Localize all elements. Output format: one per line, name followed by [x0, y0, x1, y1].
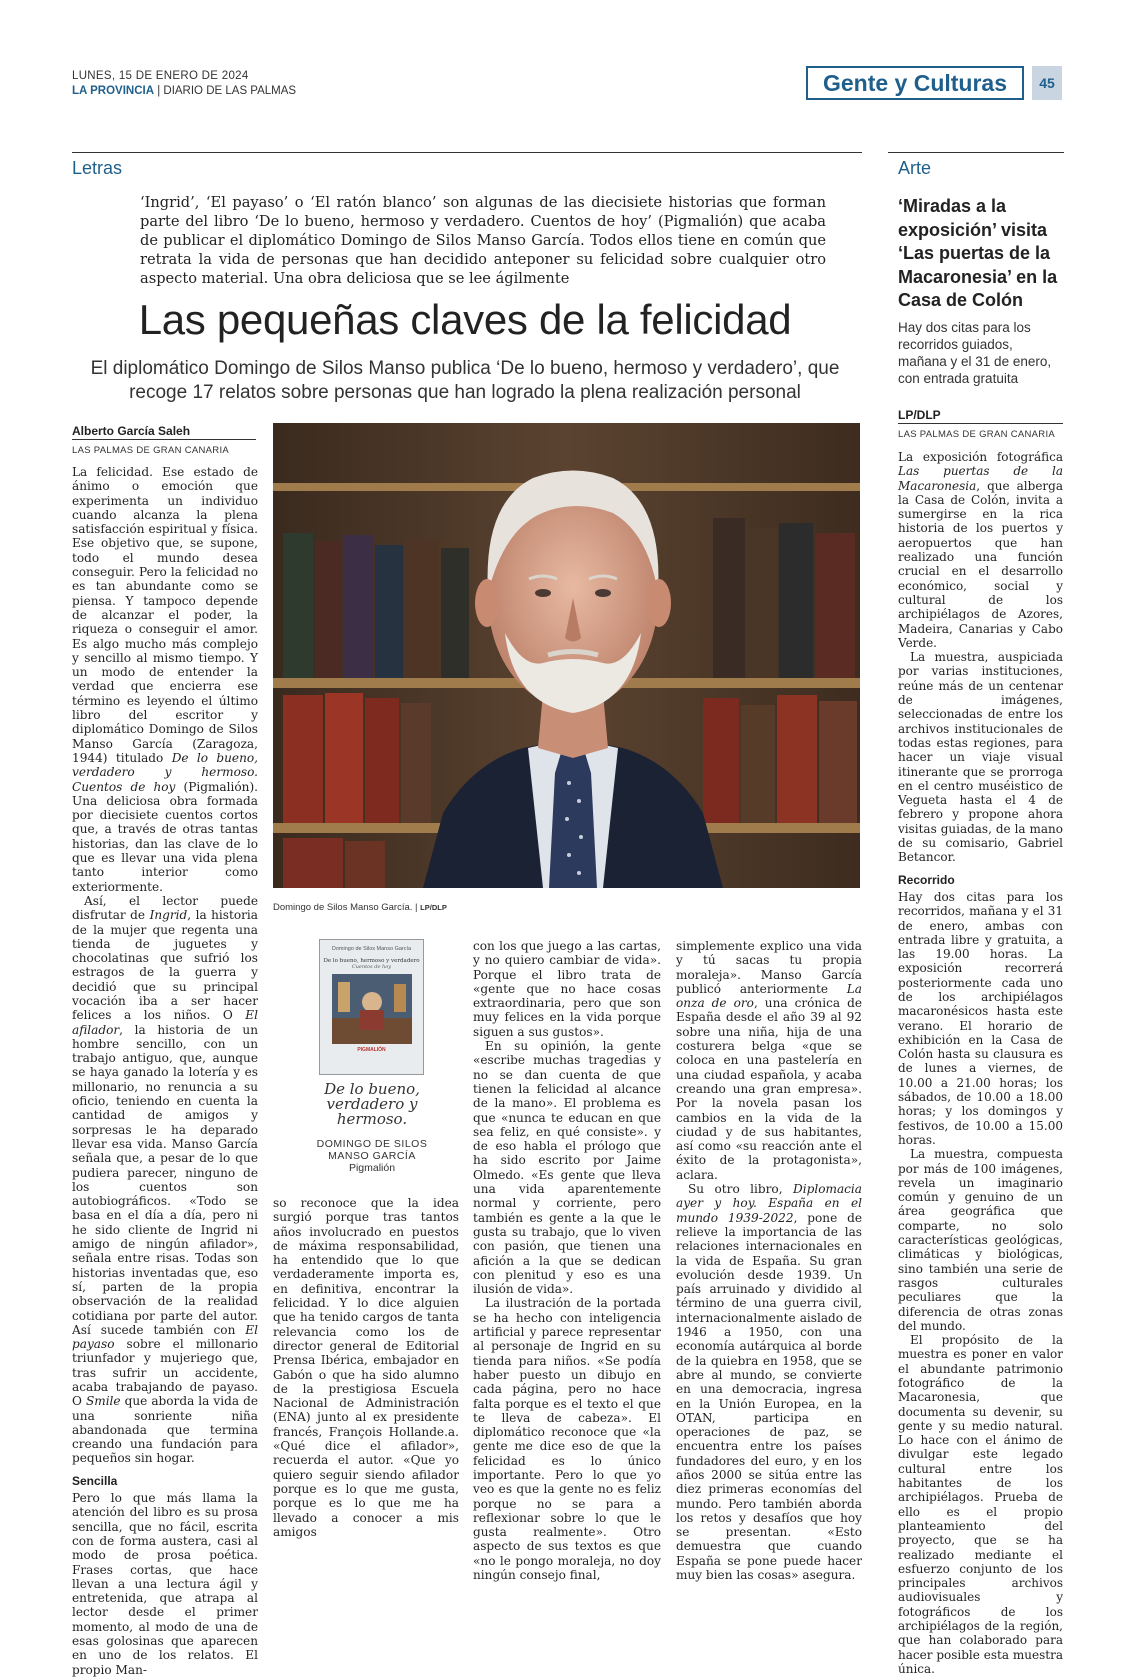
paragraph: [72, 465, 258, 894]
text-run: , la historia de la mujer que regenta una tienda de juguetes y chocolatinas que sufrió los estragos de la guerra y decidió que su principal vocación iba a ser hacer felices a los niños. O: [72, 908, 258, 1023]
subheading-sencilla: Sencilla: [72, 1473, 118, 1488]
photo-caption: Domingo de Silos Manso García. | LP/DLP: [273, 902, 447, 913]
article-column-1: [72, 465, 258, 1677]
text-run: La exposición fotográfica: [898, 450, 1063, 464]
text-run: sobre el millonario triunfador y mujeriego que, tras sufrir un accidente, acaba trabajando de payaso. O: [72, 1337, 258, 1409]
text-run: , la historia de un hombre sencillo, con un trabajo antiguo, que, aunque se haya ganado la lotería y es millonario, no renuncia a su oficio, teniendo en cuenta la cantidad de amigos y sorpresas le ha deparado llevar esa vida. Manso García señala que, a pesar de lo que pudiera parecer, ninguno de los cuentos son autobiográficos. «Todo se basa en el día a día, pero ni he sido cliente de Ingrid ni amigo de ningún afilador», señala entre risas. Todas son historias inventadas que, eso sí, parten de la propia observación de la realidad cotidiana por parte del autor. Así sucede también con: [72, 1022, 258, 1337]
article-location: LAS PALMAS DE GRAN CANARIA: [72, 445, 230, 456]
portrait-photo: [273, 423, 860, 888]
paragraph: [676, 939, 862, 1182]
sidebar-byline-rule: [898, 423, 1063, 424]
sidebar-headline: ‘Miradas a la exposición’ visita ‘Las puertas de la Macaronesia’ en la Casa de Colón: [898, 196, 1058, 310]
edition-date: LUNES, 15 DE ENERO DE 2024: [72, 70, 249, 82]
section-label-letras: Letras: [72, 158, 123, 178]
paragraph: En su opinión, la gente «escribe muchas tragedias y no se dan cuenta de que tienen la felicidad al alcance de la mano». El problema es que «nunca te educan en que sea feliz, en qué consiste». y de eso habla el prólogo que ha sido escrito por Jaime Olmedo. «Es gente que lleva una vida aparentemente normal y corriente, pero también es gente a la que le gusta su trabajo, que lo viven con pasión, que tienen una afición a la que se dedican con plenitud y eso es una ilusión de vida».: [473, 1039, 661, 1297]
story-title-italic: Ingrid: [149, 908, 188, 923]
paragraph: Pero lo que más llama la atención del libro es su prosa sencilla, que no fácil, escrita con de forma austera, casi al modo de prosa poética. Frases cortas, que hace llevan a una lectura ágil y entretenida, que atrapa al lector desde el primer momento, al modo de una de esas golosinas que aparecen en uno de los relatos. El propio Man-: [72, 1491, 258, 1677]
paragraph: Hay dos citas para los recorridos, mañana y el 31 de enero, ambas con entrada libre y gratuita, a las 19.00 horas. La exposición recorrerá posteriormente cada uno de los archipiélagos macaronésicos hasta este verano. El horario de exhibición en la Casa de Colón hasta su clausura es de lunes a viernes, de 10.00 a 21.00 horas; los sábados, de 10.00 a 18.00 horas; y los domingos y festivos, de 10.00 a 15.00 horas.: [898, 889, 1063, 1147]
book-title-italic: Diplomacia ayer y hoy. España en el mundo 1939-2022: [676, 1182, 862, 1225]
paragraph: [676, 1182, 862, 1582]
caption-text: Domingo de Silos Manso García.: [273, 902, 413, 913]
book-title-italic: La onza de oro: [676, 981, 862, 1011]
paragraph: con los que juego a las cartas, y no quiero cambiar de vida». Porque el libro trata de «gente que no hace cosas extraordinaria, pero que son muy felices en la vida porque siguen a sus gustos».: [473, 939, 661, 1039]
newspaper-name: LA PROVINCIA | DIARIO DE LAS PALMAS: [72, 85, 297, 97]
exhibition-title-italic: Las puertas de la Macaronesia: [898, 464, 1063, 493]
text-run: , una crónica de España desde el año 39 al 92 sobre una niña, hija de una costurera belga «que se coloca en una pastelería en una ciudad española, y acaba creando una gran empresa». Por la novela pasan los cambios en la vida de la ciudad y de sus habitantes, así como «su reacción ante el éxito de la protagonista», aclara.: [676, 996, 862, 1182]
text-run: Así, el lector puede disfrutar de: [72, 893, 258, 923]
sidebar-body: [898, 450, 1063, 1676]
cover-title: De lo bueno, hermoso y verdadero: [323, 958, 420, 964]
book-publisher: Pigmalión: [348, 1162, 396, 1174]
paragraph: La muestra, auspiciada por varias instituciones, reúne más de un centenar de imágenes, seleccionadas de entre los archivos institucionales de todas estas regiones, para hacer un viaje visual itinerante que se prorroga en el centro muséistico de Vegueta hasta el 4 de febrero y propone ahora visitas guiadas, de la mano de su comisario, Gabriel Betancor.: [898, 650, 1063, 865]
paragraph: La muestra, compuesta por más de 100 imágenes, revela un imaginario común y genuino de un área geográfica que comparte, no solo características geológicas, climáticas y biológicas, sino también una serie de rasgos culturales peculiares que la diferencia de otras zonas del mundo.: [898, 1147, 1063, 1333]
article-column-4: [676, 939, 862, 1582]
sidebar-deck: Hay dos citas para los recorridos guiados, mañana y el 31 de enero, con entrada gratuita: [898, 320, 1052, 386]
text-run: Su otro libro,: [688, 1182, 794, 1197]
text-run: que aborda la vida de una sonriente niña abandonada que termina creando una fundación para pequeños sin hogar.: [72, 1394, 258, 1466]
sidebar-author: LP/DLP: [898, 408, 941, 422]
paragraph: [72, 894, 258, 1466]
text-run: (Pigmalión). Una deliciosa obra formada por diecisiete cuentos cortos que, a través de otras tantas historias, dan las clave de lo que es llevar una vida plena tanto interior como exteriormente.: [72, 779, 259, 894]
cover-author: Domingo de Silos Manso García: [331, 946, 412, 952]
story-title-italic: Smile: [85, 1394, 121, 1409]
text-run: , que alberga la Casa de Colón, invita a sumergirse en la rica historia de los puertos y aeropuertos que han realizado una función crucial en el desarrollo económico, social y cultural de los archipiélagos de Azores, Madeira, Canarias y Cabo Verde.: [898, 478, 1063, 650]
newspaper-subtitle: DIARIO DE LAS PALMAS: [163, 85, 297, 97]
article-column-3: [473, 939, 661, 1582]
section-rule-main: [72, 152, 862, 153]
text-run: La felicidad. Ese estado de ánimo o emoción que experimenta un individuo cuando alcanza la plena satisfacción espiritual y física. Ese objetivo que, se supone, todo el mundo desea conseguir. Pero la felicidad no es tan abundante como se piensa. Y tampoco depende de alcanzar el poder, la riqueza o conseguir el amor. Es algo mucho más complejo y sencillo al mismo tiempo. Y un modo de entender la verdad que encierra ese término es leyendo el último libro del escritor y diplomático Domingo de Silos Manso García (Zaragoza, 1944) titulado: [72, 465, 258, 765]
byline-rule: [72, 439, 256, 440]
page-number: 45: [1032, 66, 1062, 100]
article-author: Alberto García Saleh: [72, 424, 191, 438]
portrait-illustration: [273, 423, 860, 888]
cover-subtitle: Cuentos de hoy: [351, 964, 392, 970]
sidebar-location: LAS PALMAS DE GRAN CANARIA: [898, 429, 1056, 440]
paragraph: La ilustración de la portada se ha hecho con inteligencia artificial y parece representar al personaje de Ingrid en su tienda para niños. «Se podía haber puesto un dibujo en cada página, pero no hace falta porque es el texto el que te lleva de cabeza». El diplomático reconoce que «la gente me dice eso de que la felicidad es lo único importante. Pero lo que yo veo es que la gente no es feliz porque no se para a reflexionar sobre lo que le gusta realmente». Otro aspecto de sus textos es que «no le pongo moraleja, no doy ningún consejo final,: [473, 1296, 661, 1583]
paragraph: El propósito de la muestra es poner en valor el abundante patrimonio fotográfico de la Macaronesia, que documenta su devenir, su gente y su medio natural. Lo hace con el ánimo de divulgar este legado cultural entre los habitantes de los archipiélagos. Prueba de ello es el propio planteamiento del proyecto, que se ha realizado mediante el esfuerzo conjunto de los principales archivos audiovisuales y fotográficos de los archipiélagos de la región, que han colaborado para hacer posible esta muestra única.: [898, 1333, 1063, 1676]
story-title-italic: El afilador: [72, 1008, 258, 1037]
text-run: , pone de relieve la importancia de las relaciones internacionales en la vida de España. Su gran evolución desde 1939. Un país arruinado y dividido al término de una guerra civil, internacionalmente aislado de 1946 a 1950, con una economía autárquica al borde de la quiebra en 1958, que se abre al mundo, se convierte en una democracia, ingresa en la Unión Europea, en la OTAN, participa en operaciones de paz, se encuentra entre los países fundadores del euro, y en los años 2000 se sitúa entre las diez primeras economías del mundo. Pero también aborda los retos y desafíos que hoy se presentan. «Esto demuestra que cuando España se pone puede hacer muy bien las cosas» asegura.: [676, 1210, 862, 1583]
section-rule-side: [888, 152, 1064, 153]
book-title-italic: De lo bueno, verdadero y hermoso. Cuentos de hoy: [72, 750, 258, 794]
story-title-italic: El payaso: [72, 1322, 258, 1352]
article-headline: Las pequeñas claves de la felicidad: [138, 296, 792, 343]
cover-publisher: PIGMALIÓN: [357, 1047, 386, 1053]
paragraph: [898, 450, 1063, 650]
paragraph: so reconoce que la idea surgió porque tras tantos años involucrado en puestos de máxima responsabilidad, ha entendido que lo que verdaderamente importa es, en definitiva, encontrar la felicidad. Y lo dice alguien que ha tenido cargos de tanta relevancia como los de director general de Editorial Prensa Ibérica, embajador en Gabón o que ha sido alumno de la prestigiosa Escuela Nacional de Administración (ENA) junto al ex presidente francés, François Hollande.a. «Qué dice el afilador», recuerda el autor. «Que yo quiero seguir siendo afilador porque es lo que me gusta, porque es lo que me ha llevado a conocer a mis amigos: [273, 1196, 459, 1539]
newspaper-brand: LA PROVINCIA: [72, 85, 154, 97]
book-title: De lo bueno, verdadero y hermoso.: [324, 1080, 420, 1128]
section-title: Gente y Culturas: [806, 66, 1024, 100]
subheading-recorrido: Recorrido: [898, 872, 955, 887]
book-cover: [319, 939, 424, 1075]
cover-illustration: [332, 974, 412, 1044]
article-column-2: [273, 1196, 459, 1539]
text-run: simplemente explico una vida y tú sacas tu propia moraleja». Manso García publicó anteriormente: [676, 939, 862, 996]
section-label-arte: Arte: [898, 158, 932, 178]
article-deck: El diplomático Domingo de Silos Manso publica ‘De lo bueno, hermoso y verdadero’, que recoge 17 relatos sobre personas que han logrado la plena realización personal: [90, 358, 840, 403]
article-intro: ‘Ingrid’, ‘El payaso’ o ‘El ratón blanco’ son algunas de las diecisiete historias que forman parte del libro ‘De lo bueno, hermoso y verdadero. Cuentos de hoy’ (Pigmalión) que acaba de publicar el diplomático Domingo de Silos Manso García. Todos ellos tiene en común que retrata la vida de personas que han decidido anteponer su felicidad sobre cualquier otro aspecto material. Una obra deliciosa que se lee ágilmente: [140, 194, 826, 287]
book-author: DOMINGO DE SILOS MANSO GARCÍA: [316, 1138, 428, 1162]
photo-credit: LP/DLP: [420, 903, 447, 912]
